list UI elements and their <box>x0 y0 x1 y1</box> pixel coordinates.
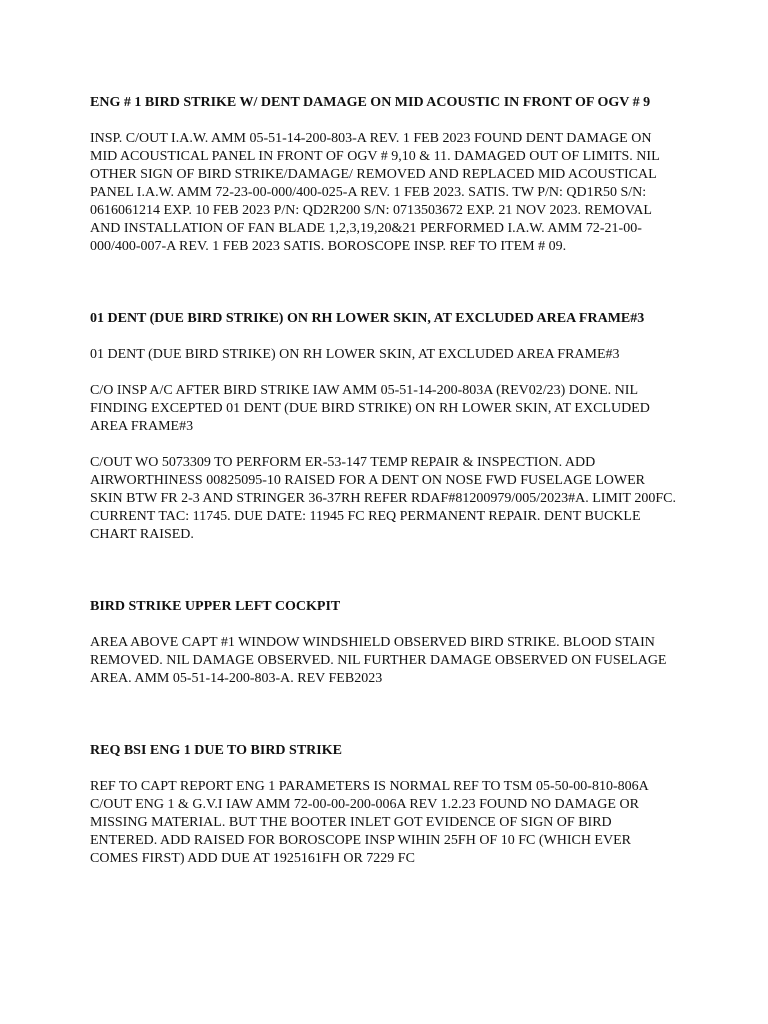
section-paragraph: INSP. C/OUT I.A.W. AMM 05-51-14-200-803-A REV. 1 FEB 2023 FOUND DENT DAMAGE ON MID ACOUSTICAL PANEL IN FRONT OF OGV # 9,10 & 11. DAMAGED OUT OF LIMITS. NIL OTHER SIGN OF BIRD STRIKE/DAMAGE/ REMOVED AND REPLACED MID ACOUSTICAL PANEL I.A.W. AMM 72-23-00-000/400-025-A REV. 1 FEB 2023. SATIS. TW P/N: QD1R50 S/N: 0616061214 EXP. 10 FEB 2023 P/N: QD2R200 S/N: 0713503672 EXP. 21 NOV 2023. REMOVAL AND INSTALLATION OF FAN BLADE 1,2,3,19,20&21 PERFORMED I.A.W. AMM 72-21-00-000/400-007-A REV. 1 FEB 2023 SATIS. BOROSCOPE INSP. REF TO ITEM # 09. <box>90 131 660 254</box>
section-heading: 01 DENT (DUE BIRD STRIKE) ON RH LOWER SKIN, AT EXCLUDED AREA FRAME#3 <box>90 311 645 326</box>
section-req-bsi-eng1 <box>90 742 680 868</box>
section-paragraph: AREA ABOVE CAPT #1 WINDOW WINDSHIELD OBSERVED BIRD STRIKE. BLOOD STAIN REMOVED. NIL DAMAGE OBSERVED. NIL FURTHER DAMAGE OBSERVED ON FUSELAGE AREA. AMM 05-51-14-200-803-A. REV FEB2023 <box>90 635 667 686</box>
section-heading: BIRD STRIKE UPPER LEFT COCKPIT <box>90 599 341 614</box>
section-heading: ENG # 1 BIRD STRIKE W/ DENT DAMAGE ON MID ACOUSTIC IN FRONT OF OGV # 9 <box>90 95 651 110</box>
section-gap <box>90 706 680 742</box>
section-paragraph: C/OUT WO 5073309 TO PERFORM ER-53-147 TEMP REPAIR & INSPECTION. ADD AIRWORTHINESS 00825095-10 RAISED FOR A DENT ON NOSE FWD FUSELAGE LOWER SKIN BTW FR 2-3 AND STRINGER 36-37RH REFER RDAF#81200979/005/2023#A. LIMIT 200FC. CURRENT TAC: 11745. DUE DATE: 11945 FC REQ PERMANENT REPAIR. DENT BUCKLE CHART RAISED. <box>90 455 676 542</box>
section-upper-left-cockpit <box>90 598 680 688</box>
section-heading: REQ BSI ENG 1 DUE TO BIRD STRIKE <box>90 743 342 758</box>
section-gap <box>90 274 680 310</box>
section-paragraph: 01 DENT (DUE BIRD STRIKE) ON RH LOWER SKIN, AT EXCLUDED AREA FRAME#3 <box>90 347 620 362</box>
section-gap <box>90 562 680 598</box>
document-page <box>90 94 680 886</box>
section-paragraph: C/O INSP A/C AFTER BIRD STRIKE IAW AMM 05-51-14-200-803A (REV02/23) DONE. NIL FINDING EXCEPTED 01 DENT (DUE BIRD STRIKE) ON RH LOWER SKIN, AT EXCLUDED AREA FRAME#3 <box>90 383 650 434</box>
section-dent-rh-lower-skin <box>90 310 680 544</box>
section-eng1-bird-strike <box>90 94 680 256</box>
section-paragraph: REF TO CAPT REPORT ENG 1 PARAMETERS IS NORMAL REF TO TSM 05-50-00-810-806A C/OUT ENG 1 & G.V.I IAW AMM 72-00-00-200-006A REV 1.2.23 FOUND NO DAMAGE OR MISSING MATERIAL. BUT THE BOOTER INLET GOT EVIDENCE OF SIGN OF BIRD ENTERED. ADD RAISED FOR BOROSCOPE INSP WIHIN 25FH OF 10 FC (WHICH EVER COMES FIRST) ADD DUE AT 1925161FH OR 7229 FC <box>90 779 648 866</box>
